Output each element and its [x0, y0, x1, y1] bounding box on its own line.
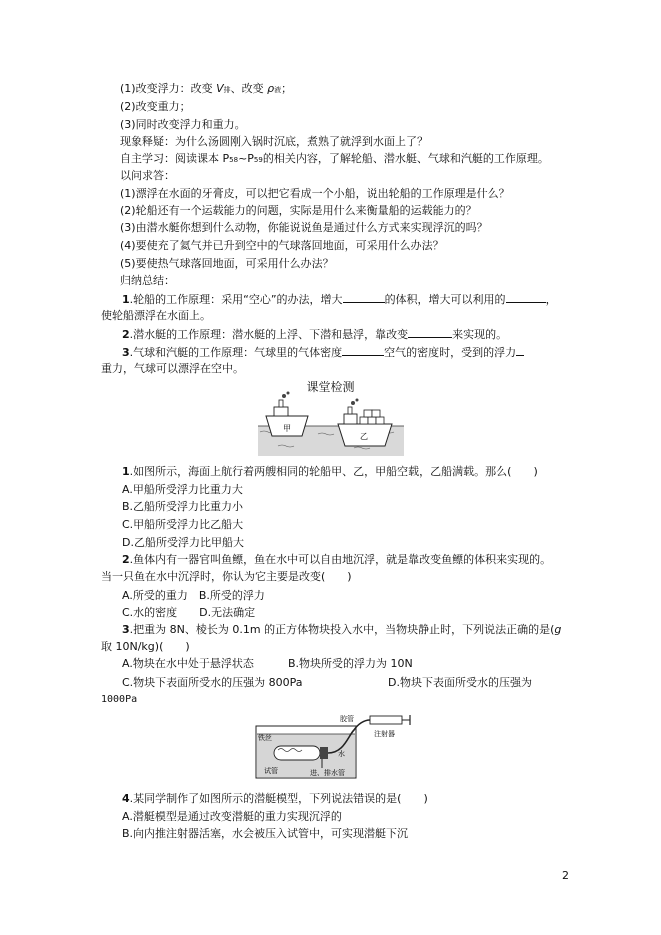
q3-option-d[interactable]: D.物块下表面所受水的压强为 [388, 676, 532, 689]
q3-option-d-cont: 1000Pa [101, 694, 138, 705]
practice-q3: 3.把重为 8N、棱长为 0.1m 的正方体物块投入水中，当物块静止时，下列说法正确的是(g [122, 623, 562, 636]
summary-heading: 归纳总结： [120, 274, 175, 287]
summary-item-2: 2.潜水艇的工作原理：潜水艇的上浮、下潜和悬浮，靠改变 来实现的。 [122, 328, 508, 341]
inlet-tube-label: 进、排水管 [310, 770, 345, 777]
section-title: 课堂检测 [306, 380, 355, 394]
question-2: (2)轮船还有一个运载能力的问题，实际是用什么来衡量船的运载能力的？ [120, 204, 477, 217]
summary-item-3-cont: 重力，气球可以漂浮在空中。 [101, 362, 244, 375]
q1-option-d[interactable]: D.乙船所受浮力比甲船大 [122, 536, 244, 549]
syringe-label: 注射器 [374, 731, 395, 738]
wire-label: 铁丝 [258, 735, 272, 742]
blank[interactable] [506, 291, 546, 303]
q1-option-a[interactable]: A.甲船所受浮力比重力大 [122, 483, 243, 496]
phenomenon-question: 现象释疑：为什么汤圆刚入锅时沉底，煮熟了就浮到水面上了？ [120, 135, 428, 148]
ships-figure [258, 390, 404, 456]
submarine-model-figure [252, 712, 412, 782]
water-label: 水 [338, 751, 345, 758]
method-change-buoyancy: (1)改变浮力：改变 V排、改变 ρ液； [120, 82, 293, 95]
practice-q4: 4.某同学制作了如图所示的潜艇模型，下列说法错误的是( ) [122, 792, 428, 805]
test-tube-label: 试管 [264, 768, 278, 775]
method-both: (3)同时改变浮力和重力。 [120, 118, 246, 131]
stopper [320, 747, 328, 759]
blank[interactable] [343, 291, 385, 303]
q4-option-b[interactable]: B.向内推注射器活塞，水会被压入试管中，可实现潜艇下沉 [122, 827, 409, 840]
practice-q2: 2.鱼体内有一器官叫鱼鳔，鱼在水中可以自由地沉浮，就是靠改变鱼鳔的体积来实现的。 [122, 553, 552, 566]
page-number: 2 [562, 869, 569, 882]
q3-option-a[interactable]: A.物块在水中处于悬浮状态 [122, 657, 254, 670]
self-study: 自主学习：阅读课本 P58~P59的相关内容，了解轮船、潜水艇、气球和汽艇的工作原理。 [120, 152, 549, 165]
syringe [370, 716, 402, 724]
test-tube [274, 746, 320, 760]
ship-b [338, 399, 392, 447]
q1-option-c[interactable]: C.甲船所受浮力比乙船大 [122, 518, 244, 531]
blank[interactable] [342, 344, 384, 356]
hose-label: 胶管 [340, 716, 354, 723]
question-4: (4)要使充了氦气并已升到空中的气球落回地面，可采用什么办法？ [120, 239, 444, 252]
summary-item-1: 1.轮船的工作原理：采用“空心”的办法，增大 的体积，增大可以利用的 ， [122, 293, 557, 306]
question-5: (5)要使热气球落回地面，可采用什么办法？ [120, 257, 334, 270]
practice-q3-cont: 取 10N/kg)( ) [101, 640, 190, 653]
ship-b-label: 乙 [360, 432, 368, 441]
blank[interactable] [408, 326, 452, 338]
q3-option-c[interactable]: C.物块下表面所受水的压强为 800Pa [122, 676, 303, 689]
practice-q2-cont: 当一只鱼在水中沉浮时，你认为它主要是改变( ) [101, 570, 352, 583]
qa-heading: 以问求答： [120, 169, 175, 182]
method-change-gravity: (2)改变重力； [120, 100, 191, 113]
q2-options-cd[interactable]: C.水的密度 D.无法确定 [122, 606, 256, 619]
question-1: (1)漂浮在水面的牙膏皮，可以把它看成一个小船，说出轮船的工作原理是什么？ [120, 187, 510, 200]
q4-option-a[interactable]: A.潜艇模型是通过改变潜艇的重力实现沉浮的 [122, 810, 342, 823]
blank[interactable] [516, 344, 524, 356]
q2-options-ab[interactable]: A.所受的重力 B.所受的浮力 [122, 589, 265, 602]
ship-a-label: 甲 [283, 424, 291, 433]
ship-a [266, 392, 308, 437]
summary-item-3: 3.气球和汽艇的工作原理：气球里的气体密度 空气的密度时，受到的浮力 [122, 344, 524, 360]
q3-option-b[interactable]: B.物块所受的浮力为 10N [288, 657, 413, 670]
question-3: (3)由潜水艇你想到什么动物，你能说说鱼是通过什么方式来实现浮沉的吗？ [120, 221, 488, 234]
q1-option-b[interactable]: B.乙船所受浮力比重力小 [122, 500, 244, 513]
summary-item-1-cont: 使轮船漂浮在水面上。 [101, 309, 211, 322]
practice-q1: 1.如图所示，海面上航行着两艘相同的轮船甲、乙，甲船空载，乙船满载。那么( ) [122, 465, 538, 478]
